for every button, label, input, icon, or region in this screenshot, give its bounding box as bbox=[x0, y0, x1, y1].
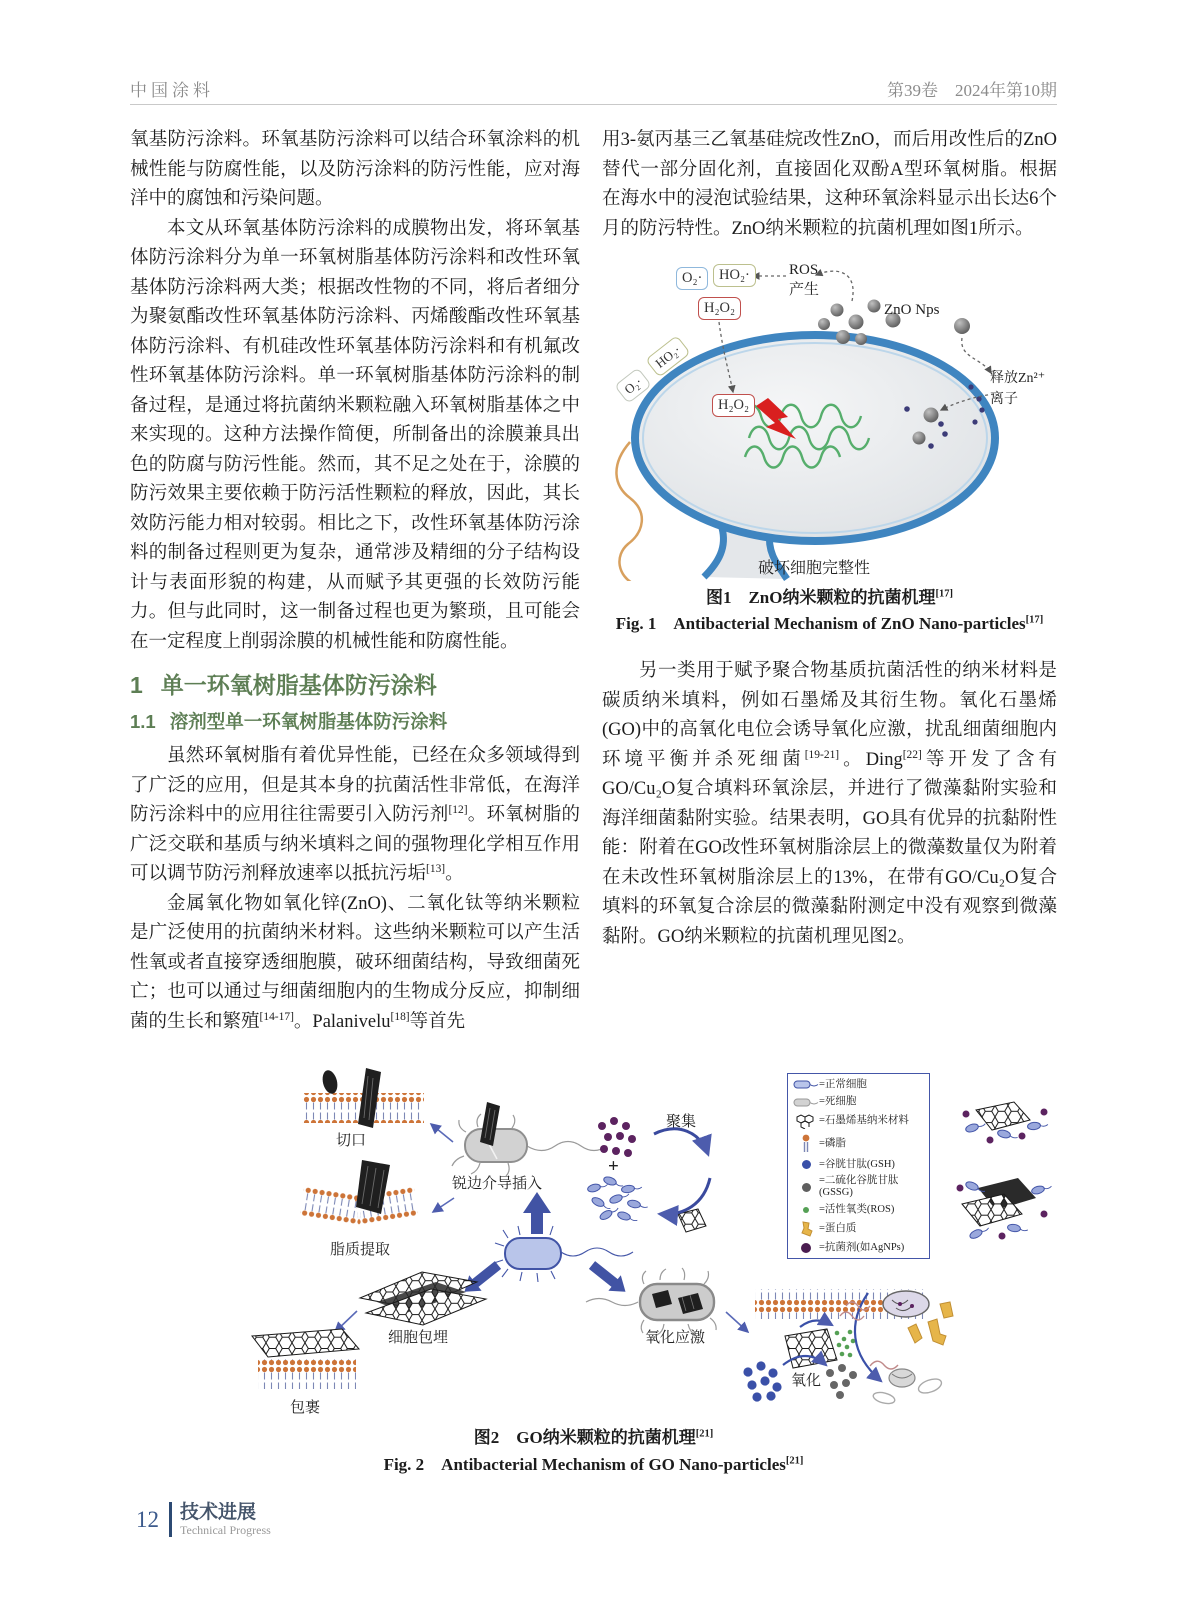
figure1-caption-cn: 图1 ZnO纳米颗粒的抗菌机理[17] bbox=[705, 588, 954, 607]
left-column bbox=[130, 126, 580, 1037]
lipid-extraction bbox=[300, 1160, 419, 1225]
legend-item: =抗菌剂(如AgNPs) bbox=[793, 1242, 924, 1254]
legend-item: =活性氧类(ROS) bbox=[793, 1204, 924, 1216]
citation-ref: [13] bbox=[426, 862, 446, 875]
side-hydroperoxyl-box: HO₂· bbox=[645, 335, 690, 378]
citation-ref: [17] bbox=[1025, 614, 1044, 626]
aggregation-arrows bbox=[654, 1129, 710, 1214]
header-rule bbox=[130, 104, 1057, 105]
citation-ref: [17] bbox=[935, 588, 954, 600]
membrane-cut bbox=[302, 1068, 424, 1128]
legend-item: =二硫化谷胱甘肽(GSSG) bbox=[793, 1175, 924, 1199]
journal-name: 中国涂料 bbox=[130, 81, 214, 100]
insertion-label: 锐边介导插入 bbox=[452, 1176, 543, 1192]
citation-ref: [21] bbox=[785, 1455, 804, 1467]
citation-ref: [18] bbox=[390, 1010, 410, 1023]
citation-ref: [22] bbox=[902, 748, 922, 761]
oxidative-stress-label: 氧化应激 bbox=[645, 1330, 706, 1346]
section-name-cn: 技术进展 bbox=[180, 1502, 257, 1523]
peroxide-box: H₂O₂ bbox=[698, 297, 741, 320]
section-title: 单一环氧树脂基体防污涂料 bbox=[160, 672, 437, 698]
page-number: 12 bbox=[136, 1506, 159, 1532]
gssg-icon bbox=[793, 1183, 819, 1192]
paragraph: 用3-氨丙基三乙氧基硅烷改性ZnO，而后用改性后的ZnO替代一部分固化剂，直接固化双酚A型环氧树脂。根据在海水中的浸泡试验结果，这种环氧涂料显示出长达6个月的防污特性。ZnO纳米颗粒的抗菌机理如图1所示。 bbox=[602, 130, 1057, 239]
normal-cell-icon bbox=[793, 1078, 819, 1091]
side-superoxide-box: O₂· bbox=[614, 367, 652, 404]
figure2-go-mechanism bbox=[240, 1066, 1090, 1422]
inner-peroxide-box: H₂O₂ bbox=[712, 394, 755, 417]
section-banner bbox=[169, 1502, 271, 1537]
paragraph: 虽然环氧树脂有着优异性能，已经在众多领域得到了广泛的应用，但是其本身的抗菌活性非常低，在海洋防污涂料中的应用往往需要引入防污剂[12]。环氧树脂的广泛交联和基质与纳米填料之间的强物理化学相互作用可以调节防污剂释放速率以抵抗污垢[13]。 bbox=[130, 746, 580, 884]
hydroperoxyl-box: HO₂· bbox=[713, 264, 756, 287]
issue-info: 第39卷 2024年第10期 bbox=[887, 81, 1057, 100]
section-title: 溶剂型单一环氧树脂基体防污涂料 bbox=[169, 711, 448, 732]
superoxide-box: O₂· bbox=[676, 267, 708, 290]
page-header bbox=[130, 76, 1057, 101]
oxidation-scene bbox=[743, 1289, 953, 1406]
paragraph: 氧基防污涂料。环氧基防污涂料可以结合环氧涂料的机械性能与防腐性能，以及防污涂料的防污性能，应对海洋中的腐蚀和污染问题。 bbox=[130, 130, 580, 209]
aggregation-label: 聚集 bbox=[666, 1114, 697, 1130]
section-name-en: Technical Progress bbox=[180, 1523, 271, 1537]
gsh-icon bbox=[793, 1160, 819, 1169]
citation-ref: [14-17] bbox=[259, 1010, 294, 1023]
citation-ref: [21] bbox=[695, 1428, 714, 1440]
figure1-caption-en: Fig. 1 Antibacterial Mechanism of ZnO Nano-particles[17] bbox=[615, 614, 1044, 633]
lipid-extraction-label: 脂质提取 bbox=[330, 1242, 391, 1258]
bacterium-insertion bbox=[452, 1102, 607, 1176]
section-heading-1-1 bbox=[130, 709, 580, 735]
section-heading-1 bbox=[130, 670, 580, 700]
figure2-caption bbox=[0, 1424, 1187, 1478]
cell-integrity-label: 破坏细胞完整性 bbox=[758, 560, 871, 577]
bacterium-normal bbox=[494, 1225, 633, 1282]
legend-item: =蛋白质 bbox=[793, 1220, 924, 1237]
figure2-caption-cn: 图2 GO纳米颗粒的抗菌机理[21] bbox=[473, 1428, 714, 1447]
go-sheet-stack bbox=[360, 1272, 486, 1325]
protein-icon bbox=[793, 1220, 819, 1237]
legend-item: =谷胱甘肽(GSH) bbox=[793, 1159, 924, 1171]
figure1-zno-mechanism bbox=[600, 246, 1060, 581]
antibacterial-agent-icon bbox=[793, 1243, 819, 1253]
paragraph: 本文从环氧基体防污涂料的成膜物出发，将环氧基体防污涂料分为单一环氧树脂基体防污涂料和改性环氧基体防污涂料两大类；根据改性物的不同，将后者细分为聚氨酯改性环氧基体防污涂料、丙烯酸酯改性环氧基体防污涂料、有机硅改性环氧基体防污涂料和有机氟改性环氧基体防污涂料。单一环氧树脂基体防污涂料的制备过程，是通过将抗菌纳米颗粒融入环氧树脂基体之中来实现的。这种方法操作简便，所制备出的涂膜兼具出色的防腐与防污性能。然而，其不足之处在于，涂膜的防污效果主要依赖于防污活性颗粒的释放，因此，其长效防污能力相对较弱。相比之下，改性环氧基体防污涂料的制备过程则更为复杂，通常涉及精细的分子结构设计与表面形貌的构建，从而赋予其更强的长效防污能力。但与此同时，这一制备过程也更为繁琐，且可能会在一定程度上削弱涂膜的机械性能和防腐性能。 bbox=[130, 218, 580, 652]
figure2-caption-en: Fig. 2 Antibacterial Mechanism of GO Nano-particles[21] bbox=[383, 1455, 804, 1474]
paragraph: 金属氧化物如氧化锌(ZnO)、二氧化钛等纳米颗粒是广泛使用的抗菌纳米材料。这些纳米颗粒可以产生活性氧或者直接穿透细胞膜，破环细菌结构，导致细菌死亡；也可以通过与细菌细胞内的生物成分反应，抑制细菌的生长和繁殖[14-17]。Palanivelu[18]等首先 bbox=[130, 893, 580, 1032]
zno-nps-label: ZnO Nps bbox=[884, 302, 940, 318]
ros-icon bbox=[793, 1207, 819, 1213]
legend-item: =死细胞 bbox=[793, 1096, 924, 1109]
paragraph: 另一类用于赋予聚合物基质抗菌活性的纳米材料是碳质纳米填料，例如石墨烯及其衍生物。氧化石墨烯(GO)中的高氧化电位会诱导氧化应激，扰乱细菌细胞内环境平衡并杀死细菌[19-21]。Ding[22]等开发了含有GO/Cu₂O复合填料环氧涂层，并进行了微藻黏附实验和海洋细菌黏附实验。结果表明，GO具有优异的抗黏附性能：附着在GO改性环氧树脂涂层上的微藻数量仅为附着在未改性环氧树脂涂层上的13%，在带有GO/Cu₂O复合填料的环氧复合涂层的微藻黏附测定中没有观察到微藻黏附。GO纳米颗粒的抗菌机理见图2。 bbox=[602, 661, 1057, 947]
section-number: 1.1 bbox=[130, 711, 156, 732]
citation-ref: [19-21] bbox=[804, 748, 840, 761]
dead-cell-icon bbox=[793, 1096, 819, 1109]
cut-label: 切口 bbox=[336, 1133, 367, 1149]
legend-item: =石墨烯基纳米材料 bbox=[793, 1113, 924, 1129]
figure2-legend bbox=[787, 1073, 930, 1259]
zinc-release-label: 释放Zn²⁺ 离子 bbox=[990, 371, 1046, 407]
plus-sign: + bbox=[608, 1156, 619, 1177]
page-footer bbox=[136, 1502, 271, 1537]
section-number: 1 bbox=[130, 672, 143, 698]
embedding-label: 细胞包埋 bbox=[388, 1330, 449, 1346]
wrapping-scene bbox=[252, 1329, 359, 1389]
legend-item: =正常细胞 bbox=[793, 1078, 924, 1091]
phospholipid-icon bbox=[793, 1134, 819, 1154]
figure1-caption bbox=[602, 585, 1057, 637]
graphene-icon bbox=[793, 1113, 819, 1129]
right-column bbox=[602, 126, 1057, 952]
citation-ref: [12] bbox=[448, 803, 468, 816]
wrapping-label: 包裹 bbox=[290, 1400, 321, 1416]
ros-label: ROS 产生 bbox=[789, 262, 820, 298]
oxidation-label: 氧化 bbox=[791, 1373, 822, 1389]
cell-membrane bbox=[635, 335, 995, 541]
aggregation-inputs bbox=[587, 1117, 706, 1232]
legend-item: =磷脂 bbox=[793, 1134, 924, 1154]
aggregated-clusters bbox=[957, 1102, 1053, 1240]
figure1-drawing bbox=[600, 246, 1060, 581]
